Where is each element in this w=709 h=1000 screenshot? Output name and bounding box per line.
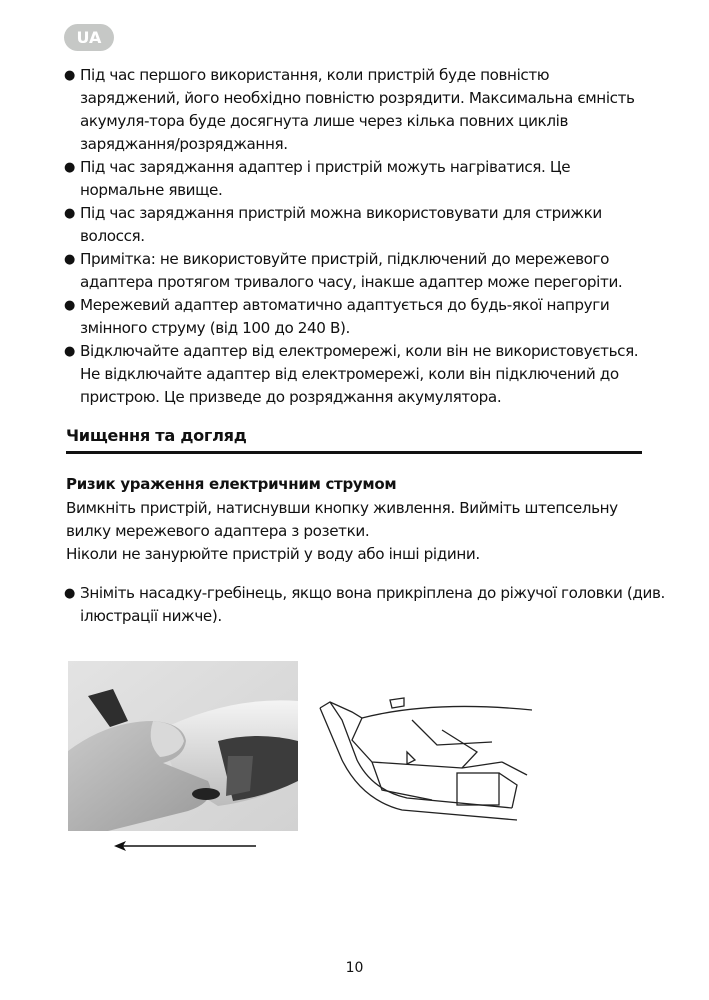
list-item: [62, 340, 652, 409]
list-item: [62, 202, 652, 248]
bullet-dot: ●: [64, 586, 75, 601]
drawing-graphic: [312, 690, 532, 825]
list-item-text: Мережевий адаптер автоматично адаптується до будь-якої напруги змінного струму (від 100 до 240 В).: [80, 296, 610, 337]
bullet-dot: ●: [64, 160, 75, 175]
comb-removal-photo: [68, 661, 298, 831]
list-item: [62, 294, 652, 340]
paragraph-power-off: Вимкніть пристрій, натиснувши кнопку живлення. Вийміть штепсельну вилку мережевого адаптера з розетки.: [66, 499, 618, 540]
list-item: [62, 64, 652, 156]
bullet-dot: ●: [64, 298, 75, 313]
list-item-text: Зніміть насадку-гребінець, якщо вона прикріплена до ріжучої головки (див. ілюстрації нижче).: [80, 584, 665, 625]
list-item-text: Під час першого використання, коли пристрій буде повністю заряджений, його необхідно повністю розрядити. Максимальна ємність акумуля-тора буде досягнута лише через кілька повних циклів заряджання/розряджання.: [80, 66, 635, 153]
section-title: Чищення та догляд: [66, 426, 642, 454]
paragraph-no-water: Ніколи не занурюйте пристрій у воду або інші рідини.: [66, 545, 480, 563]
direction-arrow-icon: [110, 836, 260, 856]
list-item-text: Під час заряджання адаптер і пристрій можуть нагріватися. Це нормальне явище.: [80, 158, 571, 199]
photo-graphic: [68, 661, 298, 831]
list-item-text: Відключайте адаптер від електромережі, коли він не використовується. Не відключайте адаптер від електромережі, коли він підключений до пристрою. Це призведе до розряджання акумулятора.: [80, 342, 639, 406]
language-badge: UA: [64, 24, 114, 51]
list-item-text: Під час заряджання пристрій можна використовувати для стрижки волосся.: [80, 204, 602, 245]
bullet-dot: ●: [64, 252, 75, 267]
bullet-dot: ●: [64, 68, 75, 83]
bullet-dot: ●: [64, 206, 75, 221]
charging-notes-list: [62, 64, 652, 409]
trimmer-head-drawing: [312, 690, 532, 825]
list-item-text: Примітка: не використовуйте пристрій, підключений до мережевого адаптера протягом тривалого часу, інакше адаптер може перегоріти.: [80, 250, 623, 291]
list-item: [62, 582, 670, 628]
page-number: 10: [345, 960, 364, 976]
bullet-dot: ●: [64, 344, 75, 359]
list-item: [62, 156, 652, 202]
list-item: [62, 248, 652, 294]
warning-subheading: Ризик ураження електричним струмом: [66, 475, 397, 493]
